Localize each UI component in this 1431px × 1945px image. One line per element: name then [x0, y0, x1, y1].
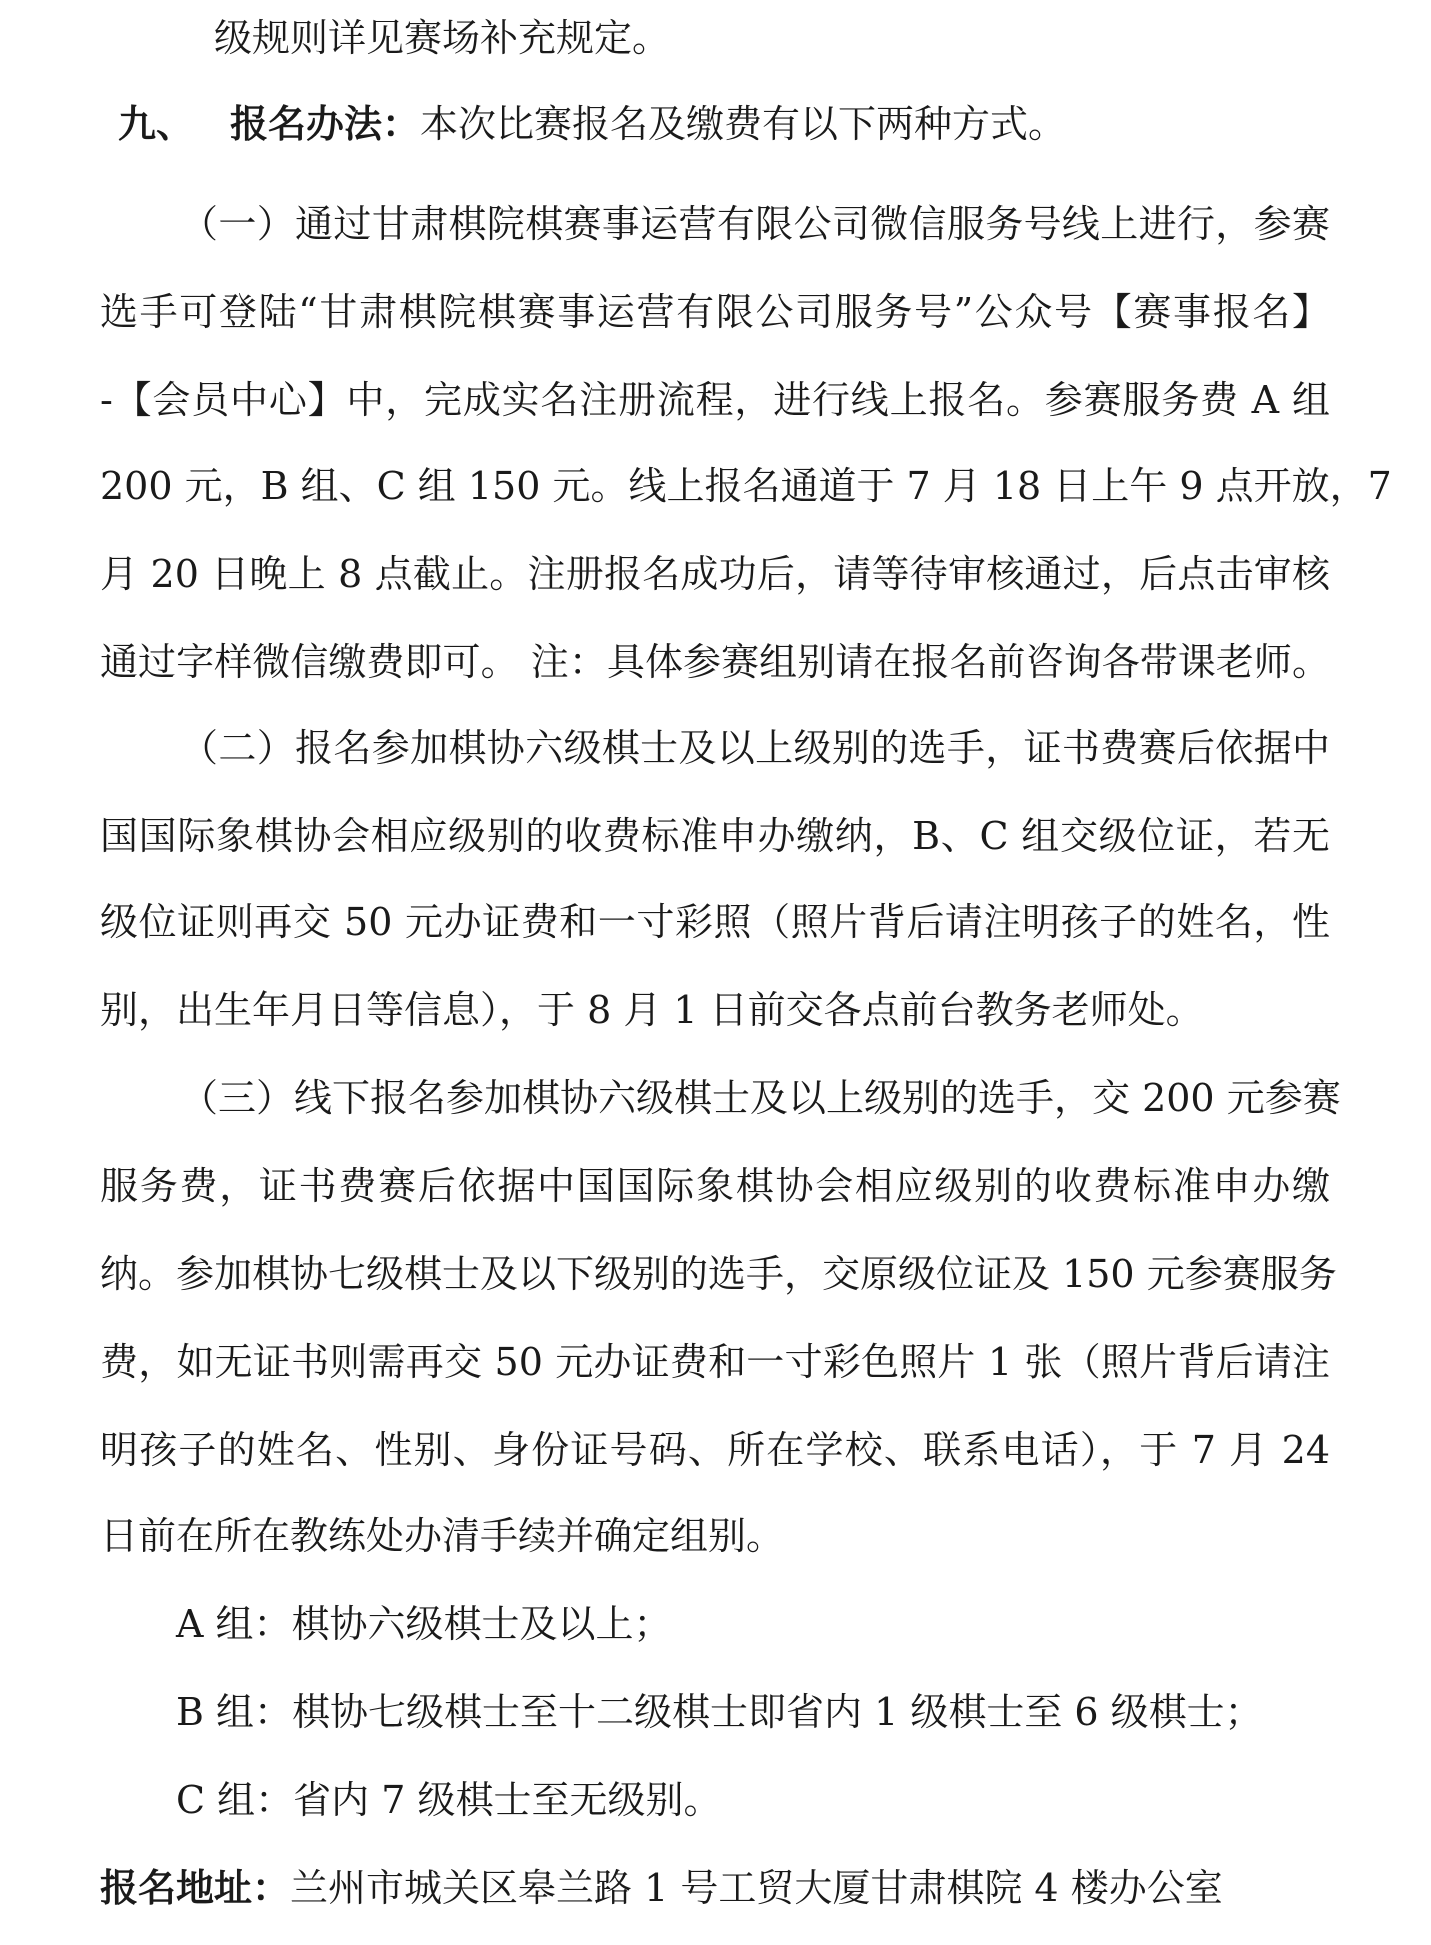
paragraph-line: 月 20 日晚上 8 点截止。注册报名成功后，请等待审核通过，后点击审核	[100, 552, 1330, 596]
paragraph-line: 别，出生年月日等信息），于 8 月 1 日前交各点前台教务老师处。	[100, 988, 1204, 1032]
section-number: 九、	[118, 102, 195, 146]
paragraph-line: （三）线下报名参加棋协六级棋士及以上级别的选手，交 200 元参赛	[180, 1076, 1341, 1120]
paragraph-line: 明孩子的姓名、性别、身份证号码、所在学校、联系电话），于 7 月 24	[100, 1428, 1330, 1472]
section-title: 报名办法：	[230, 102, 421, 146]
paragraph-line: 通过字样微信缴费即可。 注：具体参赛组别请在报名前咨询各带课老师。	[100, 640, 1330, 684]
paragraph-line: （一）通过甘肃棋院棋赛事运营有限公司微信服务号线上进行，参赛	[180, 202, 1330, 246]
section-intro: 本次比赛报名及缴费有以下两种方式。	[420, 102, 1067, 146]
group-item-c: C 组：省内 7 级棋士至无级别。	[176, 1778, 722, 1822]
paragraph-line: 服务费，证书费赛后依据中国国际象棋协会相应级别的收费标准申办缴	[100, 1164, 1330, 1208]
text-line: 级规则详见赛场补充规定。	[214, 16, 671, 60]
address-label: 报名地址：	[100, 1866, 291, 1910]
group-item-a: A 组：棋协六级棋士及以上；	[176, 1602, 672, 1646]
paragraph-line: 级位证则再交 50 元办证费和一寸彩照（照片背后请注明孩子的姓名，性	[100, 900, 1330, 944]
group-item-b: B 组：棋协七级棋士至十二级棋士即省内 1 级棋士至 6 级棋士；	[176, 1690, 1263, 1734]
address-value: 兰州市城关区皋兰路 1 号工贸大厦甘肃棋院 4 楼办公室	[290, 1866, 1223, 1910]
paragraph-line: 纳。参加棋协七级棋士及以下级别的选手，交原级位证及 150 元参赛服务	[100, 1252, 1337, 1296]
paragraph-line: 选手可登陆“甘肃棋院棋赛事运营有限公司服务号”公众号【赛事报名】	[100, 290, 1330, 334]
paragraph-line: 200 元，B 组、C 组 150 元。线上报名通道于 7 月 18 日上午 9 点开放，7	[100, 464, 1392, 508]
paragraph-line: 费，如无证书则需再交 50 元办证费和一寸彩色照片 1 张（照片背后请注	[100, 1340, 1330, 1384]
address-line	[100, 1862, 1330, 1914]
section-heading	[118, 98, 1348, 150]
paragraph-line: 国国际象棋协会相应级别的收费标准申办缴纳，B、C 组交级位证，若无	[100, 814, 1330, 858]
paragraph-line: -【会员中心】中，完成实名注册流程，进行线上报名。参赛服务费 A 组	[100, 378, 1330, 422]
paragraph-line: （二）报名参加棋协六级棋士及以上级别的选手，证书费赛后依据中	[180, 726, 1330, 770]
paragraph-line: 日前在所在教练处办清手续并确定组别。	[100, 1514, 785, 1558]
